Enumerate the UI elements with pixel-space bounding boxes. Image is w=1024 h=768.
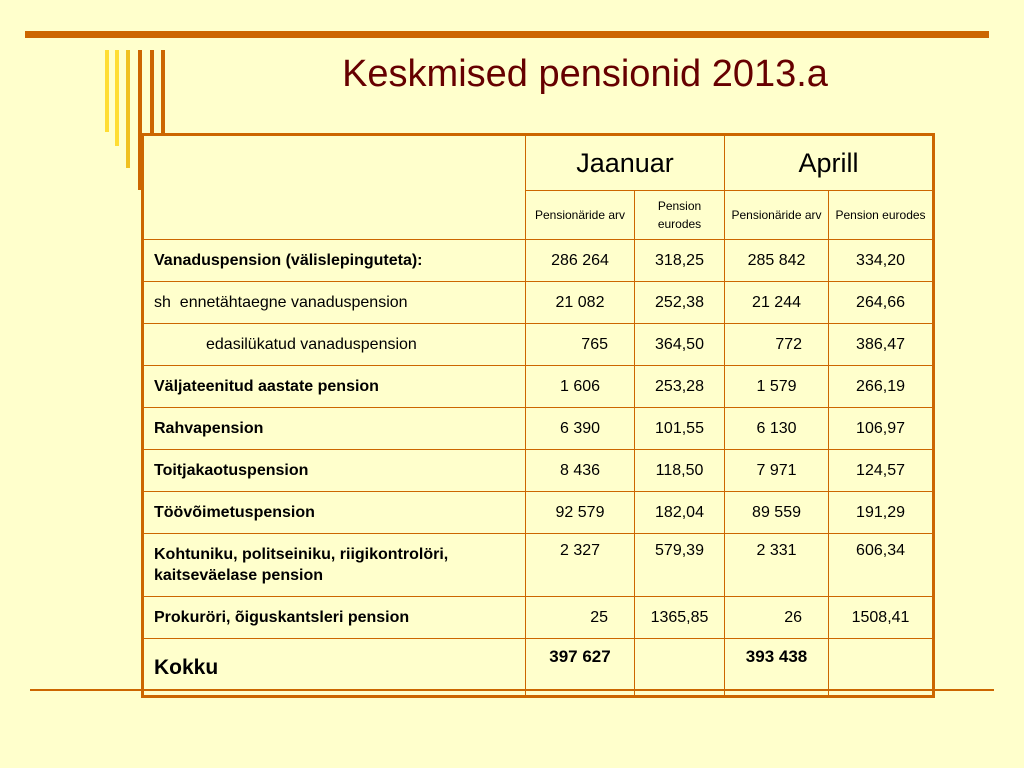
row-label: Rahvapension xyxy=(143,408,526,450)
jan-eur-cell: 318,25 xyxy=(635,240,725,282)
pension-table xyxy=(141,133,935,698)
jan-count-cell: 1 606 xyxy=(526,366,635,408)
jan-count-cell: 765 xyxy=(526,324,635,366)
apr-count-cell: 772 xyxy=(725,324,829,366)
total-label: Kokku xyxy=(143,639,526,697)
jan-eur-cell: 252,38 xyxy=(635,282,725,324)
table-row xyxy=(143,492,934,534)
total-apr-count: 393 438 xyxy=(725,639,829,697)
row-label: Vanaduspension (välislepinguteta): xyxy=(143,240,526,282)
apr-count-cell: 21 244 xyxy=(725,282,829,324)
jan-count-cell: 92 579 xyxy=(526,492,635,534)
apr-count-cell: 7 971 xyxy=(725,450,829,492)
table-row xyxy=(143,408,934,450)
subheader-jan-eur: Pension eurodes xyxy=(635,191,725,240)
apr-eur-cell: 1508,41 xyxy=(829,597,934,639)
jan-eur-cell: 1365,85 xyxy=(635,597,725,639)
row-label: edasilükatud vanaduspension xyxy=(143,324,526,366)
empty-corner-cell xyxy=(143,135,526,240)
apr-eur-cell: 606,34 xyxy=(829,534,934,597)
table-row xyxy=(143,324,934,366)
apr-count-cell: 26 xyxy=(725,597,829,639)
table-row xyxy=(143,240,934,282)
jan-eur-cell: 118,50 xyxy=(635,450,725,492)
table-row xyxy=(143,366,934,408)
total-row xyxy=(143,639,934,697)
apr-count-cell: 285 842 xyxy=(725,240,829,282)
total-jan-count: 397 627 xyxy=(526,639,635,697)
total-apr-eur xyxy=(829,639,934,697)
row-label: Väljateenitud aastate pension xyxy=(143,366,526,408)
header-month-jaanuar: Jaanuar xyxy=(526,135,725,191)
apr-eur-cell: 106,97 xyxy=(829,408,934,450)
header-row-months xyxy=(143,135,934,191)
jan-eur-cell: 101,55 xyxy=(635,408,725,450)
row-label: Prokuröri, õiguskantsleri pension xyxy=(143,597,526,639)
jan-count-cell: 8 436 xyxy=(526,450,635,492)
jan-eur-cell: 182,04 xyxy=(635,492,725,534)
bottom-accent-rule xyxy=(30,689,994,691)
jan-eur-cell: 253,28 xyxy=(635,366,725,408)
table-row xyxy=(143,534,934,597)
jan-count-cell: 25 xyxy=(526,597,635,639)
table-row xyxy=(143,282,934,324)
apr-count-cell: 6 130 xyxy=(725,408,829,450)
apr-count-cell: 1 579 xyxy=(725,366,829,408)
apr-eur-cell: 264,66 xyxy=(829,282,934,324)
subheader-apr-count: Pensionäride arv xyxy=(725,191,829,240)
apr-eur-cell: 266,19 xyxy=(829,366,934,408)
jan-eur-cell: 579,39 xyxy=(635,534,725,597)
apr-eur-cell: 334,20 xyxy=(829,240,934,282)
subheader-jan-count: Pensionäride arv xyxy=(526,191,635,240)
jan-count-cell: 286 264 xyxy=(526,240,635,282)
apr-eur-cell: 124,57 xyxy=(829,450,934,492)
apr-count-cell: 2 331 xyxy=(725,534,829,597)
top-accent-rule xyxy=(25,31,989,38)
jan-count-cell: 21 082 xyxy=(526,282,635,324)
table-row xyxy=(143,597,934,639)
jan-count-cell: 6 390 xyxy=(526,408,635,450)
row-label: Kohtuniku, politseiniku, riigikontrolöri, kaitseväelase pension xyxy=(143,534,526,597)
table-row xyxy=(143,450,934,492)
total-jan-eur xyxy=(635,639,725,697)
jan-count-cell: 2 327 xyxy=(526,534,635,597)
apr-count-cell: 89 559 xyxy=(725,492,829,534)
row-label: sh ennetähtaegne vanaduspension xyxy=(143,282,526,324)
apr-eur-cell: 191,29 xyxy=(829,492,934,534)
apr-eur-cell: 386,47 xyxy=(829,324,934,366)
slide-title: Keskmised pensionid 2013.a xyxy=(342,53,828,95)
jan-eur-cell: 364,50 xyxy=(635,324,725,366)
header-month-aprill: Aprill xyxy=(725,135,934,191)
row-label: Töövõimetuspension xyxy=(143,492,526,534)
subheader-apr-eur: Pension eurodes xyxy=(829,191,934,240)
row-label: Toitjakaotuspension xyxy=(143,450,526,492)
